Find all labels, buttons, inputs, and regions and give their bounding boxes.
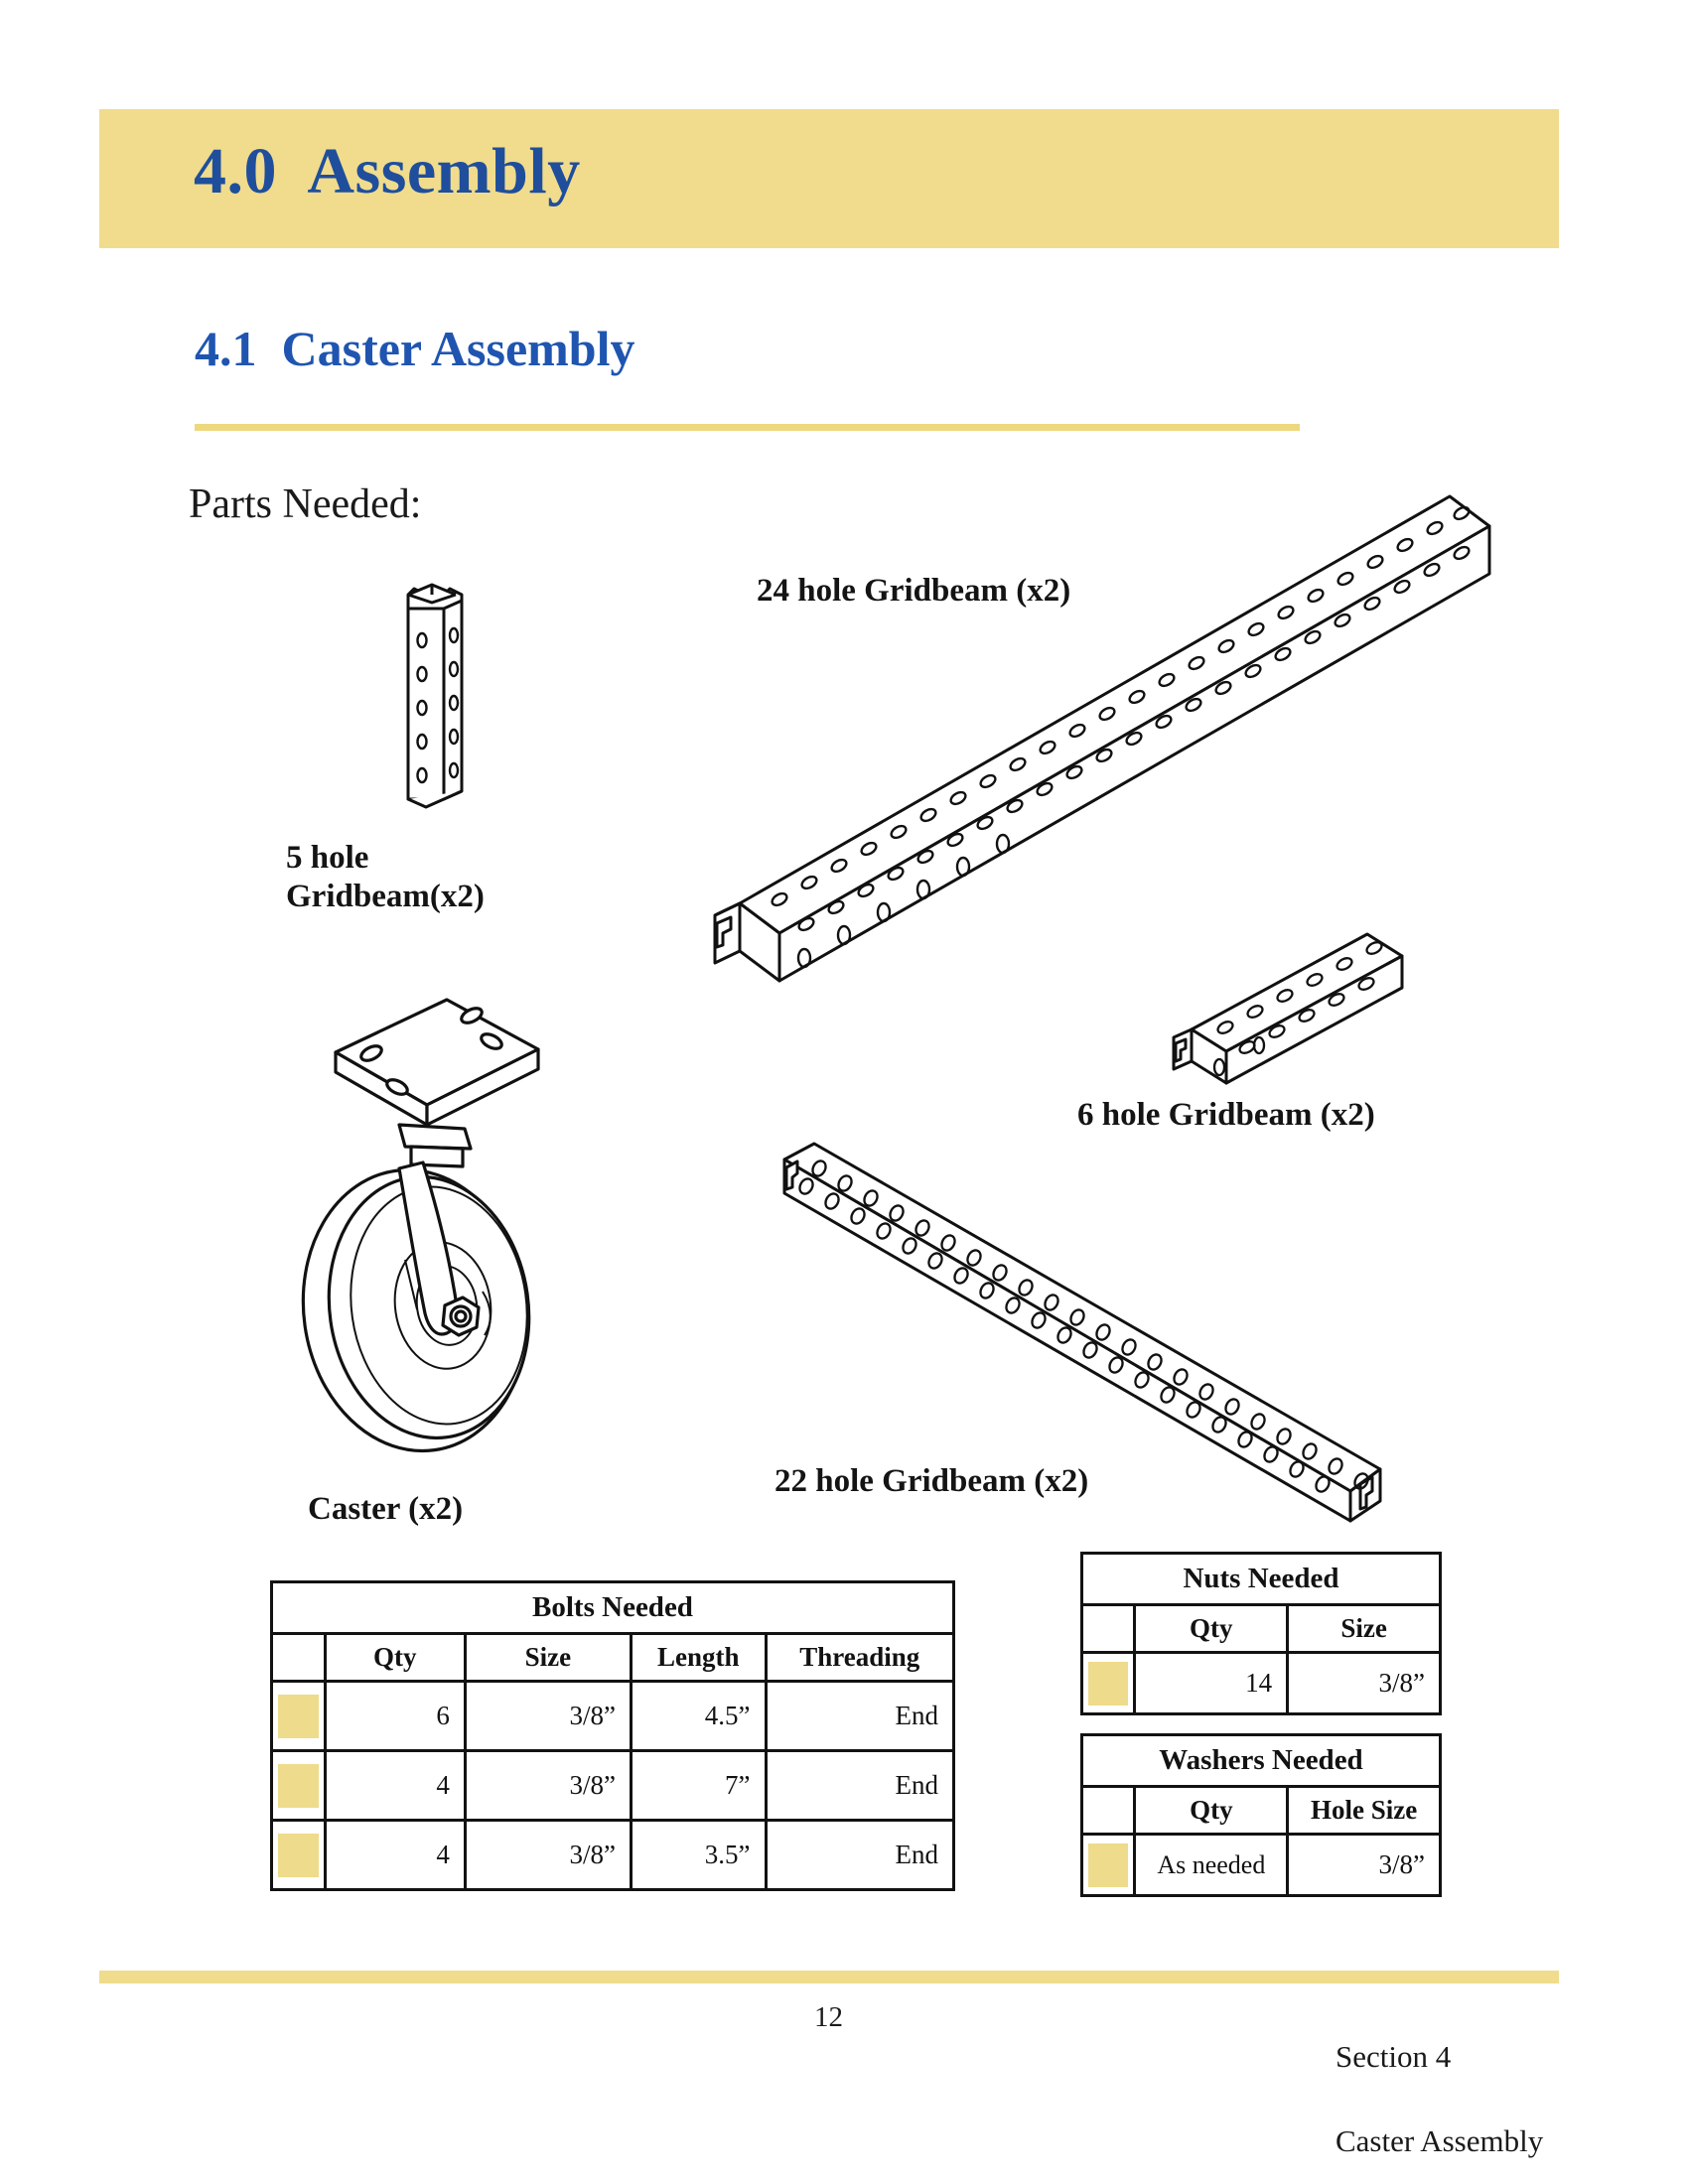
label-gridbeam-5: 5 hole Gridbeam(x2) — [286, 840, 485, 914]
cell-length: 7” — [631, 1751, 766, 1821]
table-header-row — [1082, 1605, 1441, 1653]
table-header-row — [272, 1634, 954, 1682]
cell-qty: 6 — [325, 1682, 465, 1751]
subsection-title: 4.1 Caster Assembly — [195, 321, 635, 376]
footer-divider — [99, 1971, 1559, 1983]
nuts-needed-table — [1080, 1552, 1442, 1715]
cell-length: 4.5” — [631, 1682, 766, 1751]
row-color-swatch — [272, 1751, 326, 1821]
column-header-qty: Qty — [1135, 1605, 1288, 1653]
table-row — [1082, 1835, 1441, 1896]
swatch-fill — [278, 1834, 319, 1877]
cell-threading: End — [766, 1821, 954, 1890]
footer-section-label — [1336, 1993, 1543, 2163]
column-header-swatch — [272, 1634, 326, 1682]
cell-size: 3/8” — [465, 1682, 631, 1751]
cell-size: 3/8” — [465, 1751, 631, 1821]
cell-size: 3/8” — [1288, 1653, 1441, 1714]
column-header-qty: Qty — [1135, 1787, 1288, 1835]
label-caster: Caster (x2) — [308, 1491, 464, 1527]
label-gridbeam-6: 6 hole Gridbeam (x2) — [1077, 1097, 1375, 1133]
gridbeam-6-illustration — [1164, 918, 1412, 1097]
bolts-needed-table — [270, 1580, 955, 1891]
row-color-swatch — [272, 1682, 326, 1751]
column-header-swatch — [1082, 1605, 1135, 1653]
column-header-swatch — [1082, 1787, 1135, 1835]
gridbeam-5-illustration — [392, 581, 521, 829]
table-header-row — [1082, 1787, 1441, 1835]
swatch-fill — [278, 1695, 319, 1738]
page-number: 12 — [814, 2001, 843, 2033]
table-row — [272, 1682, 954, 1751]
page-title: 4.0 Assembly — [194, 135, 581, 207]
parts-needed-label: Parts Needed: — [189, 481, 422, 527]
swatch-fill — [278, 1764, 319, 1808]
label-gridbeam-22: 22 hole Gridbeam (x2) — [774, 1463, 1089, 1499]
cell-size: 3/8” — [465, 1821, 631, 1890]
washers-needed-table — [1080, 1733, 1442, 1897]
column-header-qty: Qty — [325, 1634, 465, 1682]
swatch-fill — [1088, 1662, 1128, 1706]
table-row — [1082, 1653, 1441, 1714]
swatch-fill — [1088, 1843, 1128, 1887]
row-color-swatch — [272, 1821, 326, 1890]
cell-size: 3/8” — [1288, 1835, 1441, 1896]
table-title-row — [1082, 1554, 1441, 1605]
table-title-row — [272, 1582, 954, 1634]
table-row — [272, 1821, 954, 1890]
washers-table-title: Washers Needed — [1082, 1735, 1441, 1787]
nuts-table-title: Nuts Needed — [1082, 1554, 1441, 1605]
gridbeam-24-illustration — [695, 486, 1489, 993]
column-header-threading: Threading — [766, 1634, 954, 1682]
table-row — [272, 1751, 954, 1821]
bolts-table-title: Bolts Needed — [272, 1582, 954, 1634]
column-header-size: Size — [465, 1634, 631, 1682]
column-header-hole-size: Hole Size — [1288, 1787, 1441, 1835]
subsection-divider — [195, 424, 1300, 431]
footer-section-line-1: Section 4 — [1336, 2038, 1452, 2074]
cell-threading: End — [766, 1682, 954, 1751]
row-color-swatch — [1082, 1653, 1135, 1714]
column-header-size: Size — [1288, 1605, 1441, 1653]
cell-qty: 14 — [1135, 1653, 1288, 1714]
cell-length: 3.5” — [631, 1821, 766, 1890]
label-gridbeam-24: 24 hole Gridbeam (x2) — [757, 573, 1071, 609]
cell-qty: As needed — [1135, 1835, 1288, 1896]
cell-threading: End — [766, 1751, 954, 1821]
cell-qty: 4 — [325, 1751, 465, 1821]
cell-qty: 4 — [325, 1821, 465, 1890]
row-color-swatch — [1082, 1835, 1135, 1896]
table-title-row — [1082, 1735, 1441, 1787]
footer-section-line-2: Caster Assembly — [1336, 2123, 1544, 2159]
column-header-length: Length — [631, 1634, 766, 1682]
caster-illustration — [288, 978, 586, 1494]
